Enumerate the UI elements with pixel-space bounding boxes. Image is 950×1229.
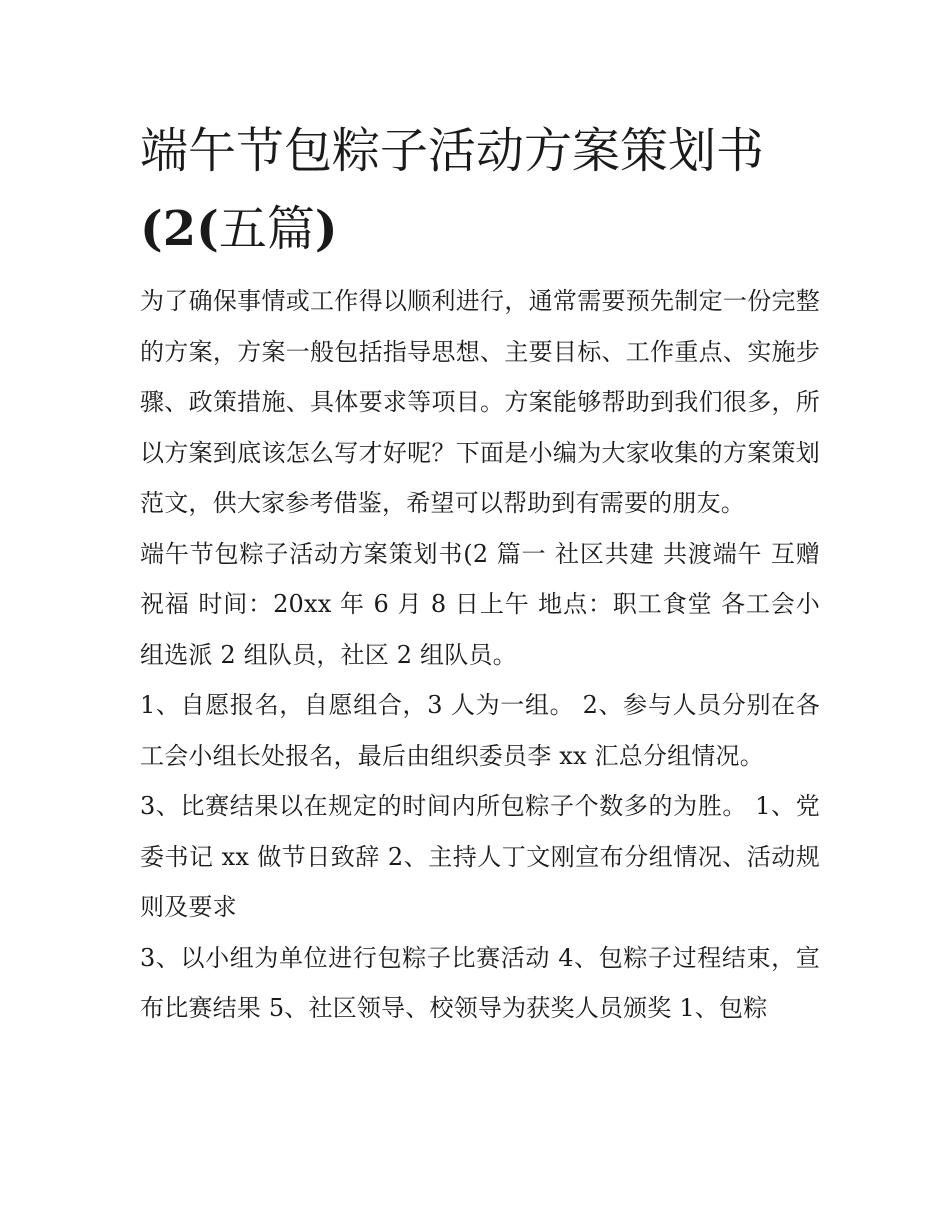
document-page (140, 112, 820, 1034)
title-main: 端午节包粽子活动方案策划书 (140, 123, 765, 179)
paragraph-activity-info: 端午节包粽子活动方案策划书(2 篇一 社区共建 共渡端午 互赠祝福 时间：20xx 年 6 月 8 日上午 地点：职工食堂 各工会小组选派 2 组队员，社区 2 组队员。 (140, 539, 820, 669)
paragraph-procedure: 3、以小组为单位进行包粽子比赛活动 4、包粽子过程结束，宣布比赛结果 5、社区领导、校领导为获奖人员颁奖 1、包粽 (140, 943, 820, 1022)
document-title (140, 112, 820, 268)
paragraph-intro: 为了确保事情或工作得以顺利进行，通常需要预先制定一份完整的方案，方案一般包括指导思想、主要目标、工作重点、实施步骤、政策措施、具体要求等项目。方案能够帮助到我们很多，所以方案到底该怎么写才好呢？下面是小编为大家收集的方案策划范文，供大家参考借鉴，希望可以帮助到有需要的朋友。 (140, 287, 820, 517)
title-paren-close: ) (314, 201, 338, 257)
title-suffix: 五篇 (218, 201, 315, 257)
title-paren-open: (2( (140, 201, 219, 257)
paragraph-rules: 3、比赛结果以在规定的时间内所包粽子个数多的为胜。 1、党委书记 xx 做节日致辞 2、主持人丁文刚宣布分组情况、活动规则及要求 (140, 792, 820, 921)
paragraph-registration: 1、自愿报名，自愿组合，3 人为一组。 2、参与人员分别在各工会小组长处报名，最后由组织委员李 xx 汇总分组情况。 (140, 691, 820, 770)
